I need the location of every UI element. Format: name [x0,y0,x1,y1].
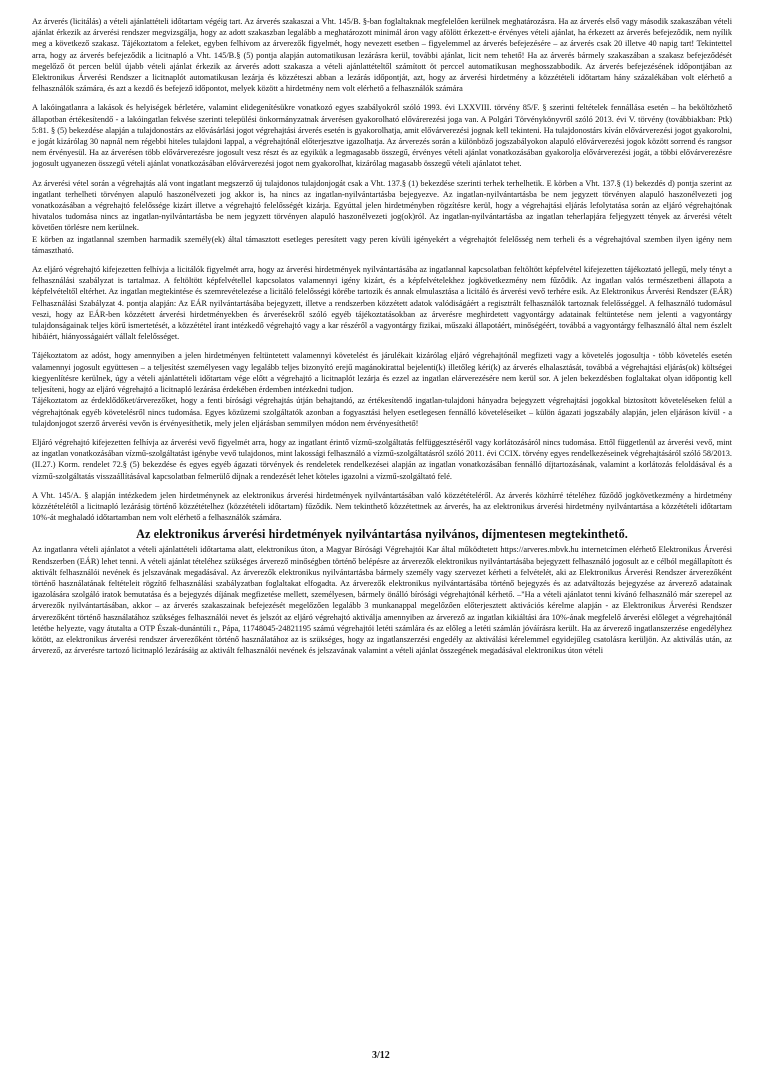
section-heading: Az elektronikus árverési hirdetmények nyilvántartása nyilvános, díjmentesen megtekinthető. [136,527,628,542]
paragraph-encumbrances: Az árverési vétel során a végrehajtás alá vont ingatlant megszerző új tulajdonos tulajdonjogát csak a Vht. 137.§ (1) bekezdése szerinti terhek terhelhetik. E körben a Vht. 137.§ (1) bekezdés d) pontja szerint az ingatlant terhelheti törvényen alapuló haszonélvezeti jog akkor is, ha nincs az ingatlan-nyilvántartásba bejegyezve. Az ingatlan-nyilvántartásba be nem jegyzett törvényen alapuló haszonélvezeti jog vonatkozásában a végrehajtó felelőssége kizárt illetve a végrehajtó felelősségét kizárja. Egyúttal jelen hirdetményben rögzítésre kerül, hogy a végrehajtási eljárás lefolytatása során az eljáró végrehajtónak hivatalos tudomása nincs az ingatlan-nyilvántartásba be nem jegyzett törvényen alapuló haszonélvezeti jog(ok)ról. Az ingatlan-nyilvántartásba az ingatlan teherlapjára feljegyzett tények az árverési vételt követően törlésre nem kerülnek. E körben az ingatlannal szemben harmadik személy(ek) által támasztott esetleges peresített vagy peren kívüli igényekért a végrehajtót felelősség nem terheli és a végrehajtóval szemben ilyen igény nem támasztható. [32,178,732,255]
paragraph-auction-duration: Az árverés (licitálás) a vételi ajánlattételi időtartam végéig tart. Az árverés szakaszai a Vht. 145/B. §-ban foglaltaknak megfelelően kerülnek meghatározásra. Ha az árverés első vagy második szakaszában vételi ajánlat érkezik az árverési rendszer megvizsgálja, hogy az adott szakaszban legalább a meghatározott minimál áron vagy afölött érkezett-e érvényes vételi ajánlat, ha érkezett az árverés befejeződik, nem nyílik meg a következő szakasz. Tájékoztatom a feleket, egyben felhívom az árverezők figyelmét, hogy nevezett esetben – figyelemmel az árverés befejezésére – az árverés csak 20 illetve 40 napig tart! Tekintettel arra, hogy az árverés befejeződik a licitnapló a Vht. 145/B.§ (5) pontja alapján automatikusan lezárásra kerül, további ajánlat, licit nem tehető! Ha az árverés bármely szakaszában a szakasz befejeződését megelőző öt percen belül újabb vételi ajánlat érkezik az árverés adott szakasza a vételi ajánlattételtől számított öt perccel automatikusan meghosszabbodik. Az árverés befejezésének időpontjában az Elektronikus Árverési Rendszer a licitnaplót automatikusan lezárja és közzéteszi abban a lezárás időpontját, azt, hogy az árverési hirdetmény a közzétételi időtartam hány százalékában volt elérhető a felhasználók számára, és azt a kezdő és befejező időpontot, melyek között a hirdetmény nem volt elérhető a felhasználók számára [32,17,732,94]
paragraph-photos-liability: Az eljáró végrehajtó kifejezetten felhívja a licitálók figyelmét arra, hogy az árverési hirdetmények nyilvántartásába az ingatlannal kapcsolatban feltöltött képfelvétel kifejezetten tájékoztató jellegű, mely tényt a felhasználási szabályzat is tartalmaz. A feltöltött képfelvétellel kapcsolatos valamennyi igény kizárt, és a képfelvételekhez jogkövetkezmény nem fűződik. Az ingatlan valós természetbeni állapota a képfelvételtől eltérhet. Az ingatlan megtekintése és szemrevételezése a licitáló felelősségi körébe tartozik és annak elmulasztása a licitáló és árverési vevő terhére esik. Az Elektronikus Árverési Rendszer (EÁR) Felhasználási Szabályzat 4. pontja alapján: Az EÁR nyilvántartásába bejegyzett, illetve a rendszerben közzétett adatok valódiságáért a regisztrált felhasználók tartoznak felelősséggel. A felhasználó tudomásul veszi, hogy az EÁR-ben közzétett árverési hirdetményekben és árverésekről szóló egyéb tájékoztatásokban az árverésre meghirdetett vagyontárgy adatainak feltüntetése nem jelenti a vagyontárgy tulajdonságainak teljes körű ismertetését, a közzététel írant intézkedő végrehajtó vagy a kar részéről a vagyontárgy fizikai, műszaki állapotáért, minőségéért, továbbá a vagyontárgy felhasználó által nem észlelt hibáiért, hiányosságaiért vállalt felelősséget. [32,265,732,342]
page-number: 3/12 [372,1050,390,1061]
paragraph-bidding-instructions: Az ingatlanra vételi ajánlatot a vételi ajánlattételi időtartama alatt, elektronikus úton, a Magyar Bírósági Végrehajtói Kar által működtetett https://arveres.mbvk.hu internetcímen elérhető Elektronikus Árverési Rendszerben (EÁR) lehet tenni. A vételi ajánlat tételéhez szükséges árverező minőségben történő belépésre az árverezők elektronikus nyilvántartásába bejegyzett felhasználó jogosult az e célból megállapított és aktivált felhasználói nevének és jelszavának megadásával. Az árverezők elektronikus nyilvántartásba bármely személy vagy szervezet kérheti a felvételét, aki az Elektronikus Árverési Rendszer árverezőként történő használatának feltételeit rögzítő felhasználási szabályzatban foglaltakat elfogadta. Az árverezők elektronikus nyilvántartásába történő bejegyzés és az adatváltozás bejegyzése az árverező adatainak igazolására szolgáló iratok bemutatása és a bejegyzés díjának megfizetése mellett, személyesen, bármely önálló bírósági végrehajtónál kérhető. –"Ha a vételi ajánlatot tenni kívánó felhasználó már szerepel az árverezők nyilvántartásában, akkor – az árverés szakaszainak befejezését megelőzően legalább 3 munkanappal megelőzően előterjesztett aktivációs kérelme alapján - az Elektronikus Árverési Rendszer árverezőként történő használatához szükséges felhasználói nevet és jelszót az eljáró végrehajtó aktiválja amennyiben az árverező az ingatlan kikiáltási ára 10%-ának megfelelő árverési előleget a végrehajtónál letétbe helyezte, vagy átutalta a OTP Észak-dunántúli r., Pápa, 11748045-24821195 számú végrehajtói letéti számlára és az előleg a letéti számlán jóváírásra került. Ha az árverező ingatlanszerzése engedélyhez kötött, az elektronikus árverési rendszer árverezőként történő használatához az is szükséges, hogy az ingatlanszerzési engedély az aktiválási kérelemmel egyidejűleg csatolásra kerüljön. Az aktiválás után, az árverező, az árverésre tartozó licitnapló lezárásáig az aktivált felhasználói nevének és jelszavának valamint a vételi ajánlat összegének megadásával elektronikus úton vételi [32,545,732,656]
paragraph-preemption-rights: A lakóingatlanra a lakások és helyiségek bérletére, valamint elidegenítésükre vonatkozó egyes szabályokról szóló 1993. évi LXXVIII. törvény 85/F. § szerinti feltételek fennállása esetén – ha beköltözhető állapotban értékesítendő - a lakóingatlan fekvése szerinti települési önkormányzatnak árverésen gyakorolható elővárerezési joga van. A Polgári Törvénykönyvről szóló 2013. évi V. törvény (továbbiakban: Ptk) 5:81. § (5) bekezdése alapján a tulajdonostárs az elővásárlási jogot végrehajtási árverés esetén is gyakorolhatja, amit elővárverezési jognak kell tekinteni. Ha tulajdonostárs kíván elővárverezési jogot gyakorolni, e jogát kizárólag 30 napnál nem régebbi hiteles tulajdoni lappal, a végrehajtónál előterjesztve igazolhatja. Az árverezés során a különböző jogszabályokon alapuló elővárverezési jogok között sorrend és rangsor nem érvényesül. Ha az árverésen több elővárverezésre jogosult vesz részt és az egyikük a legmagasabb összegű, érvényes vételi ajánlat vonatkozásában gyakorolja elővárverezési jogát, a többi elővárverezésre jogosult ugyanezen összegű vételi ajánlat vonatkozásában elővárverezési jogot nem gyakorolhat, kizárólag magasabb összegű vételi ajánlatot tehet. [32,103,732,169]
paragraph-water-utility: Eljáró végrehajtó kifejezetten felhívja az árverési vevő figyelmét arra, hogy az ingatlant érintő vízmű-szolgáltatás felfüggesztéséről vagy korlátozásáról nincs tudomása. Ettől függetlenül az árverési vevő, mint az ingatlan vonatkozásában vízmű-szolgáltatást igénybe vevő tulajdonos, mint lakossági felhasználó a vízmű-szolgáltatásról szóló 2011. évi CCIX. törvény egyes rendelkezéseinek végrehajtásáról szóló 58/2013. (II.27.) Korm. rendelet 72.§ (5) bekezdése és egyes egyéb ágazati törvények és rendeletek rendelkezései alapján az ingatlan vonatkozásában fennálló díjtartozásának, valamint a korlátozás feloldásával és a vízmű-szolgáltatás visszaállításával kapcsolatban felmerülő díjnak a rendezését lehet köteles igazolni a vízmű-szolgáltató felé. [32,437,732,481]
paragraph-publication: A Vht. 145/A. § alapján intézkedem jelen hirdetménynek az elektronikus árverési hirdetmények nyilvántartásában való közzétételéről. Az árverés közhírré tételéhez fűződő jogkövetkezmény a hirdetmény közzétételétől a licitnapló lezárásig történő közzétételhez (közzétételi időtartam) fűződik. Nem tekinthető közzétettnek az árverés, ha az elektronikus árverési hirdetmény nyilvántartása a közzétételi időtartam 10%-át meghaladó időtartamban nem volt elérhető a felhasználók számára. [32,490,732,523]
paragraph-debtor-notice: Tájékoztatom az adóst, hogy amennyiben a jelen hirdetményen feltüntetett valamennyi követelést és járulékait kizárólag eljáró végrehajtónál megfizeti vagy a követelés jogosultja - több követelés esetén valamennyi jogosult együttesen – a teljesítést személyesen vagy legalább teljes bizonyító erejű magánokirattal bejelenti(k) illetőleg kéri(k) az árverés elhalasztását, továbbá a végrehajtási eljárás(ok) költségei kiegyenlítésre kerülnek, úgy a vételi ajánlattételi időtartam vége előtt a végrehajtó a licitnaplót lezárja és ezzel az ingatlan elárverezésére nem kerül sor. A jelen bekezdésben foglaltakat olyan időpontig kell teljesíteni, hogy az eljáró végrehajtó a licitnapló lezárása érdekében érdemben intézkedni tudjon. Tájékoztatom az érdeklődőket/árverezőket, hogy a fenti bírósági végrehajtás útján behajtandó, az értékesítendő ingatlan-tulajdoni hányadra bejegyzett végrehajtási jogokkal biztosított követeléseken felül a végrehajtónak egyéb követelésről nincs tudomása. Egyes közüzemi szolgáltatók azonban a fogyasztási helyen esetlegesen fennálló követeléseiket – külön ágazati jogszabály alapján, jelen eljáráson kívül - a tulajdonjogot szerző árverési vevőn is érvényesíthetik, mely jelen eljárásban semmilyen módon nem érvényesíthető! [32,351,732,428]
